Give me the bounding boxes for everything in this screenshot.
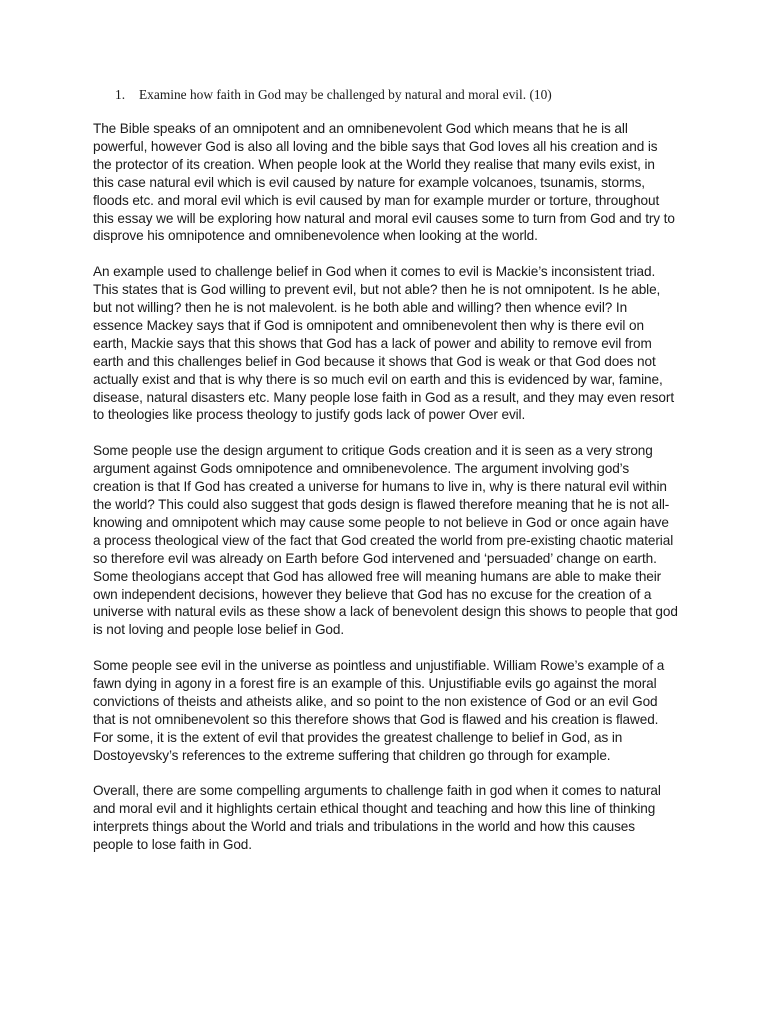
question-heading — [115, 86, 675, 104]
paragraph-unjustifiable-evil: Some people see evil in the universe as pointless and unjustifiable. William Rowe’s example of a fawn dying in agony in a forest fire is an example of this. Unjustifiable evils go against the moral convictions of theists and atheists alike, and so point to the non existence of God or an evil God that is not omnibenevolent so this therefore shows that God is flawed and his creation is flawed. For some, it is the extent of evil that provides the greatest challenge to belief in God, as in Dostoyevsky’s references to the extreme suffering that children go through for example. — [93, 658, 665, 763]
essay-body — [93, 120, 678, 854]
question-text: Examine how faith in God may be challenged by natural and moral evil. (10) — [139, 87, 552, 102]
paragraph-mackie-triad: An example used to challenge belief in God when it comes to evil is Mackie’s inconsistent triad. This states that is God willing to prevent evil, but not able? then he is not omnipotent. Is he able, but not willing? then he is not malevolent. is he both able and willing? then whence evil? In essence Mackey says that if God is omnipotent and omnibenevolent then why is there evil on earth, Mackie says that this shows that God has a lack of power and ability to remove evil from earth and this challenges belief in God because it shows that God is weak or that God does not actually exist and that is why there is so much evil on earth and this is evidenced by war, famine, disease, natural disasters etc. Many people lose faith in God as a result, and they may even resort to theologies like process theology to justify gods lack of power Over evil. — [93, 264, 674, 423]
paragraph-design-argument: Some people use the design argument to critique Gods creation and it is seen as a very strong argument against Gods omnipotence and omnibenevolence. The argument involving god’s creation is that If God has created a universe for humans to live in, why is there natural evil within the world? This could also suggest that gods design is flawed therefore meaning that he is not all-knowing and omnipotent which may cause some people to not believe in God or once again have a process theological view of the fact that God created the world from pre-existing chaotic material so therefore evil was already on Earth before God intervened and ‘persuaded’ change on earth. Some theologians accept that God has allowed free will meaning humans are able to make their own independent decisions, however they believe that God has no excuse for the creation of a universe with natural evils as these show a lack of benevolent design this shows to people that god is not loving and people lose belief in God. — [93, 443, 678, 638]
paragraph-conclusion: Overall, there are some compelling arguments to challenge faith in god when it comes to natural and moral evil and it highlights certain ethical thought and teaching and how this line of thinking interprets things about the World and trials and tribulations in the world and how this causes people to lose faith in God. — [93, 783, 661, 853]
paragraph-introduction: The Bible speaks of an omnipotent and an omnibenevolent God which means that he is all powerful, however God is also all loving and the bible says that God loves all his creation and is the protector of its creation. When people look at the World they realise that many evils exist, in this case natural evil which is evil caused by nature for example volcanoes, tsunamis, storms, floods etc. and moral evil which is evil caused by man for example murder or torture, throughout this essay we will be exploring how natural and moral evil causes some to turn from God and try to disprove his omnipotence and omnibenevolence when looking at the world. — [93, 121, 675, 244]
question-number: 1. — [115, 87, 126, 102]
